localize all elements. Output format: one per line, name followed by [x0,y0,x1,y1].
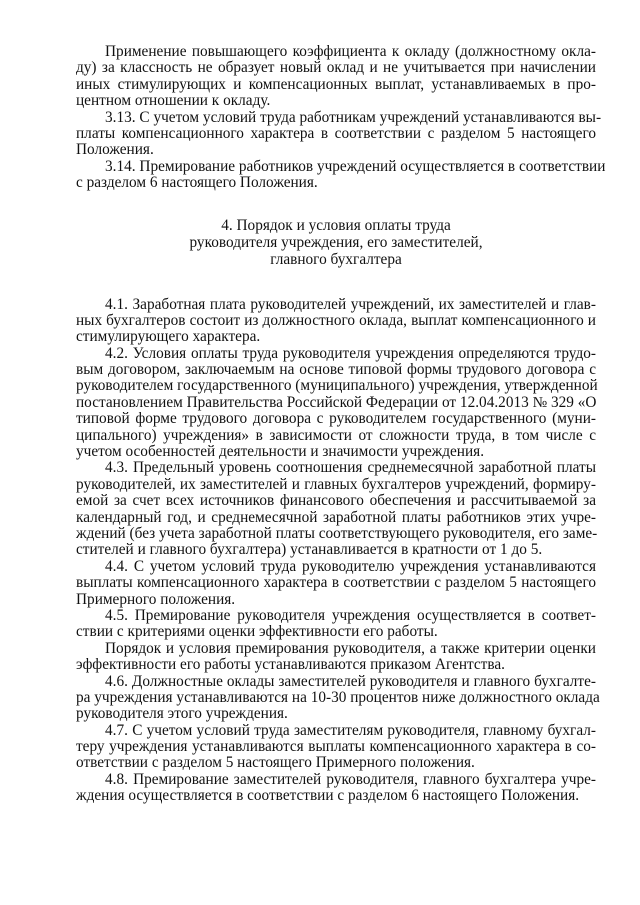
paragraph-3-14 [76,157,606,192]
paragraph-4-5 [76,608,596,641]
paragraph-4-2 [76,346,596,461]
text-line: учетом особенностей деятельности и значимости учреждения. [76,443,485,461]
text-line: ждения осуществляется в соответствии с разделом 6 настоящего Положения. [76,787,580,805]
text-line: Примерного положения. [76,590,236,608]
text-line: ципального) учреждения» в зависимости от сложности труда, в том числе с [76,426,596,444]
paragraph-4-1 [76,297,596,346]
text-line: постановлением Правительства Российской Федерации от 12.04.2013 № 329 «О [76,393,597,411]
section-heading [76,217,596,268]
text-line: календарный год, и среднемесячной заработной платы работников этих учре- [76,508,596,526]
text-line: вым договором, заключаемым на основе типовой формы трудового договора с [76,361,596,379]
text-line: типовой форме трудового договора с руководителем государственного (муни- [76,410,596,428]
paragraph-3-13 [76,108,602,159]
document-body [76,43,606,805]
text-line: выплаты компенсационного характера в соответствии с разделом 5 настоящего [76,574,596,592]
text-line: платы компенсационного характера в соответствии с разделом 5 настоящего [76,124,596,142]
text-line: Порядок и условия премирования руководителя, а также критерии оценки [105,639,596,657]
paragraph-4-5-bonus [76,641,596,674]
text-line: Положения. [76,141,154,159]
paragraph-coefficient [76,44,596,110]
text-line: руководителя этого учреждения. [76,705,288,723]
text-line: ра учреждения устанавливаются на 10-30 процентов ниже должностного оклада [76,688,600,706]
text-line: 4.2. Условия оплаты труда руководителя учреждения определяются трудо- [105,344,596,362]
text-line: стителей и главного бухгалтера) устанавливается в кратности от 1 до 5. [76,541,543,559]
text-line: эффективности его работы устанавливаются приказом Агентства. [76,656,506,674]
text-line: ду) за классность не образует новый оклад и не учитывается при начислении [76,59,596,77]
text-line: 4.4. С учетом условий труда руководителю учреждения устанавливаются [105,557,596,575]
text-line: 3.14. Премирование работников учреждений осуществляется в соответствии [105,157,606,175]
text-line: ответствии с разделом 5 настоящего Примерного положения. [76,754,475,772]
heading-line: руководителя учреждения, его заместителей, [189,233,483,251]
text-line: руководителем государственного (муниципального) учреждения, утвержденной [76,377,598,395]
paragraph-4-8 [76,772,596,805]
text-line: 4.8. Премирование заместителей руководителя, главного бухгалтера учре- [105,770,596,788]
heading-line: главного бухгалтера [270,250,402,268]
paragraph-4-7 [76,723,596,772]
text-line: емой за счет всех источников финансового обеспечения и рассчитываемой за [76,492,596,510]
paragraph-4-3 [76,460,596,558]
text-line: 3.13. С учетом условий труда работникам учреждений устанавливаются вы- [105,108,602,126]
text-line: Применение повышающего коэффициента к окладу (должностному окла- [105,43,596,60]
paragraph-4-6 [76,672,600,723]
text-line: центном отношении к окладу. [76,92,271,110]
text-line: руководителей, их заместителей и главных бухгалтеров учреждений, формиру- [76,475,596,493]
text-line: ждений (без учета заработной платы соответствующего руководителя, его заме- [76,524,598,542]
text-line: теру учреждения устанавливаются выплаты компенсационного характера в со- [76,738,596,756]
text-line: 4.3. Предельный уровень соотношения среднемесячной заработной платы [105,459,596,477]
text-line: 4.1. Заработная плата руководителей учреждений, их заместителей и глав- [105,295,596,313]
text-line: 4.5. Премирование руководителя учреждения осуществляется в соответ- [105,606,596,624]
text-line: стимулирующего характера. [76,328,261,346]
paragraph-4-4 [76,559,596,608]
text-line: 4.6. Должностные оклады заместителей руководителя и главного бухгалте- [105,672,596,690]
text-line: ных бухгалтеров состоит из должностного оклада, выплат компенсационного и [76,311,596,329]
text-line: 4.7. С учетом условий труда заместителям руководителя, главному бухгал- [105,721,596,739]
heading-line: 4. Порядок и условия оплаты труда [221,216,451,234]
text-line: с разделом 6 настоящего Положения. [76,174,318,192]
text-line: ствии с критериями оценки эффективности его работы. [76,623,438,641]
text-line: иных стимулирующих и компенсационных выплат, устанавливаемых в про- [76,75,596,93]
